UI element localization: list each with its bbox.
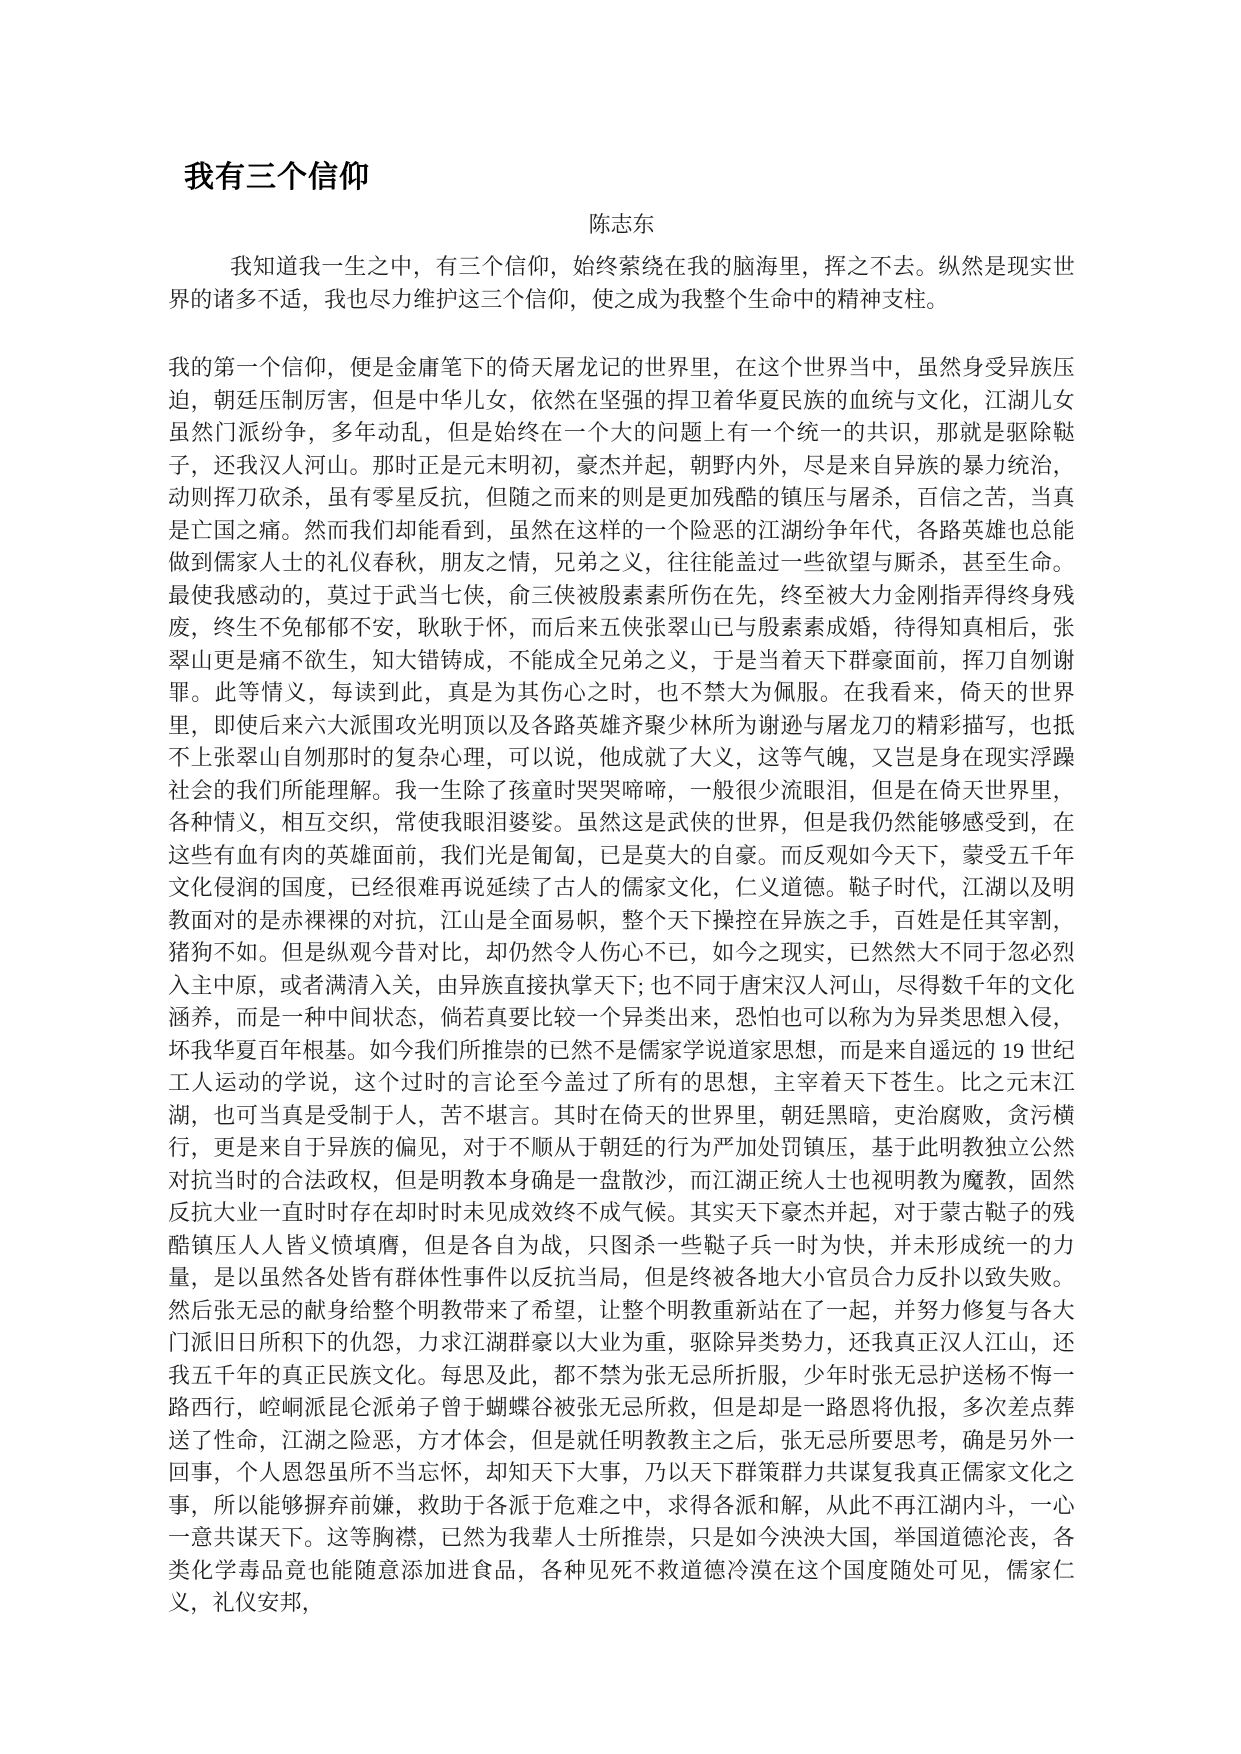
document-title: 我有三个信仰	[184, 161, 370, 194]
body-paragraph: 我的第一个信仰，便是金庸笔下的倚天屠龙记的世界里，在这个世界当中，虽然身受异族压迫，朝廷压制厉害，但是中华儿女，依然在坚强的捍卫着华夏民族的血统与文化，江湖儿女虽然门派纷争，多年动乱，但是始终在一个大的问题上有一个统一的共识，那就是驱除鞑子，还我汉人河山。那时正是元末明初，豪杰并起，朝野内外，尽是来自异族的暴力统治，动则挥刀砍杀，虽有零星反抗，但随之而来的则是更加残酷的镇压与屠杀，百信之苦，当真是亡国之痛。然而我们却能看到，虽然在这样的一个险恶的江湖纷争年代，各路英雄也总能做到儒家人士的礼仪春秋，朋友之情，兄弟之义，往往能盖过一些欲望与厮杀，甚至生命。最使我感动的，莫过于武当七侠，俞三侠被殷素素所伤在先，终至被大力金刚指弄得终身残废，终生不免郁郁不安，耿耿于怀，而后来五侠张翠山已与殷素素成婚，待得知真相后，张翠山更是痛不欲生，知大错铸成，不能成全兄弟之义，于是当着天下群豪面前，挥刀自刎谢罪。此等情义，每读到此，真是为其伤心之时，也不禁大为佩服。在我看来，倚天的世界里，即使后来六大派围攻光明顶以及各路英雄齐聚少林所为谢逊与屠龙刀的精彩描写，也抵不上张翠山自刎那时的复杂心理，可以说，他成就了大义，这等气魄，又岂是身在现实浮躁社会的我们所能理解。我一生除了孩童时哭哭啼啼，一般很少流眼泪，但是在倚天世界里，各种情义，相互交织，常使我眼泪婆娑。虽然这是武侠的世界，但是我仍然能够感受到，在这些有血有肉的英雄面前，我们光是匍匐，已是莫大的自豪。而反观如今天下，蒙受五千年文化侵润的国度，已经很难再说延续了古人的儒家文化，仁义道德。鞑子时代，江湖以及明教面对的是赤裸裸的对抗，江山是全面易帜，整个天下操控在异族之手，百姓是任其宰割，猪狗不如。但是纵观今昔对比，却仍然令人伤心不已，如今之现实，已然然大不同于忽必烈入主中原，或者满清入关，由异族直接执掌天下; 也不同于唐宋汉人河山，尽得数千年的文化涵养，而是一种中间状态，倘若真要比较一个异类出来，恐怕也可以称为为异类思想入侵，坏我华夏百年根基。如今我们所推崇的已然不是儒家学说道家思想，而是来自遥远的 19 世纪工人运动的学说，这个过时的言论至今盖过了所有的思想，主宰着天下苍生。比之元末江湖，也可当真是受制于人，苦不堪言。其时在倚天的世界里，朝廷黑暗，吏治腐败，贪污横行，更是来自于异族的偏见，对于不顺从于朝廷的行为严加处罚镇压，基于此明教独立公然对抗当时的合法政权，但是明教本身确是一盘散沙，而江湖正统人士也视明教为魔教，固然反抗大业一直时时存在却时时未见成效终不成气候。其实天下豪杰并起，对于蒙古鞑子的残酷镇压人人皆义愤填膺，但是各自为战，只图杀一些鞑子兵一时为快，并未形成统一的力量，是以虽然各处皆有群体性事件以反抗当局，但是终被各地大小官员合力反扑以致失败。然后张无忌的献身给整个明教带来了希望，让整个明教重新站在了一起，并努力修复与各大门派旧日所积下的仇怨，力求江湖群豪以大业为重，驱除异类势力，还我真正汉人江山，还我五千年的真正民族文化。每思及此，都不禁为张无忌所折服，少年时张无忌护送杨不悔一路西行，崆峒派昆仑派弟子曾于蝴蝶谷被张无忌所救，但是却是一路恩将仇报，多次差点葬送了性命，江湖之险恶，方才体会，但是就任明教教主之后，张无忌所要思考，确是另外一回事，个人恩怨虽所不当忘怀，却知天下大事，乃以天下群策群力共谋复我真正儒家文化之事，所以能够摒弃前嫌，救助于各派于危难之中，求得各派和解，从此不再江湖内斗，一心一意共谋天下。这等胸襟，已然为我辈人士所推崇，只是如今泱泱大国，举国道德沦丧，各类化学毒品竟也能随意添加进食品，各种见死不救道德冷漠在这个国度随处可见，儒家仁义，礼仪安邦，	[168, 355, 1075, 1615]
intro-paragraph: 我知道我一生之中，有三个信仰，始终萦绕在我的脑海里，挥之不去。纵然是现实世界的诸多不适，我也尽力维护这三个信仰，使之成为我整个生命中的精神支柱。	[168, 254, 1075, 312]
author-name: 陈志东	[588, 212, 655, 237]
